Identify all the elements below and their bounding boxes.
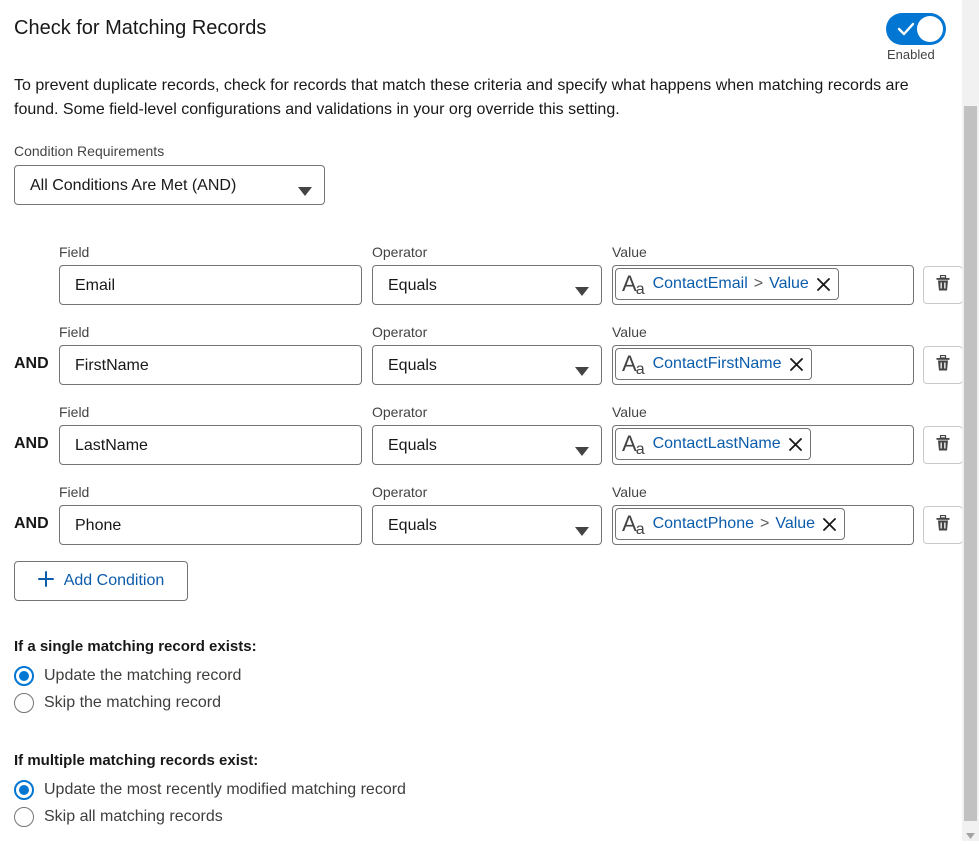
text-type-icon: A a bbox=[622, 511, 645, 538]
value-label: Value bbox=[612, 404, 647, 420]
value-resource-pill[interactable] bbox=[615, 348, 812, 380]
single-match-option-skip[interactable] bbox=[14, 693, 221, 713]
operator-select-value: Equals bbox=[388, 277, 437, 294]
close-icon[interactable] bbox=[823, 518, 836, 531]
description-text: To prevent duplicate records, check for records that match these criteria and specify what happens when matching records are found. Some field-level configurations and validations in your org override this setting. bbox=[14, 77, 909, 118]
field-input-value: LastName bbox=[75, 437, 148, 454]
condition-requirements-select[interactable] bbox=[14, 165, 325, 205]
vertical-scrollbar[interactable] bbox=[962, 0, 979, 841]
trash-icon bbox=[936, 515, 950, 536]
field-input[interactable] bbox=[59, 425, 362, 465]
plus-icon bbox=[38, 571, 54, 592]
value-path-separator: > bbox=[760, 515, 770, 532]
field-input-value: Phone bbox=[75, 517, 122, 534]
radio-button[interactable] bbox=[14, 693, 34, 713]
radio-label: Skip the matching record bbox=[44, 694, 221, 711]
value-path-separator: > bbox=[753, 275, 764, 292]
trash-icon bbox=[936, 275, 950, 296]
value-label: Value bbox=[612, 324, 647, 340]
multiple-match-option-skip[interactable] bbox=[14, 807, 223, 827]
operator-label: Operator bbox=[372, 324, 428, 340]
value-resource-name: ContactFirstName bbox=[652, 355, 782, 372]
multiple-match-option-update[interactable] bbox=[14, 780, 406, 800]
operator-label: Operator bbox=[372, 484, 428, 500]
condition-connector: AND bbox=[14, 515, 49, 532]
multiple-match-title: If multiple matching records exist: bbox=[14, 752, 259, 769]
single-match-option-update[interactable] bbox=[14, 666, 241, 686]
delete-condition-button[interactable] bbox=[923, 426, 963, 464]
trash-icon bbox=[936, 355, 950, 376]
value-resource-subfield: Value bbox=[775, 515, 816, 532]
close-icon[interactable] bbox=[817, 278, 830, 291]
field-label: Field bbox=[59, 484, 90, 500]
field-input-value: FirstName bbox=[75, 357, 149, 374]
checkmark-icon bbox=[896, 19, 916, 44]
add-condition-button[interactable] bbox=[14, 561, 188, 601]
operator-select-value: Equals bbox=[388, 437, 437, 454]
toggle-status-label: Enabled bbox=[887, 47, 935, 62]
operator-label: Operator bbox=[372, 244, 428, 260]
operator-select-value: Equals bbox=[388, 357, 437, 374]
value-resource-pill[interactable] bbox=[615, 508, 845, 540]
delete-condition-button[interactable] bbox=[923, 346, 963, 384]
operator-label: Operator bbox=[372, 404, 428, 420]
field-label: Field bbox=[59, 244, 90, 260]
operator-select-value: Equals bbox=[388, 517, 437, 534]
value-label: Value bbox=[612, 484, 647, 500]
operator-select[interactable] bbox=[372, 345, 602, 385]
radio-button[interactable] bbox=[14, 666, 34, 686]
value-resource-pill[interactable] bbox=[615, 428, 811, 460]
close-icon[interactable] bbox=[790, 358, 803, 371]
value-input[interactable] bbox=[612, 425, 914, 465]
text-type-icon: A a bbox=[622, 431, 645, 458]
delete-condition-button[interactable] bbox=[923, 266, 963, 304]
chevron-down-icon bbox=[575, 283, 589, 301]
radio-label: Update the matching record bbox=[44, 667, 242, 684]
operator-select[interactable] bbox=[372, 425, 602, 465]
close-icon[interactable] bbox=[789, 438, 802, 451]
field-input[interactable] bbox=[59, 265, 362, 305]
text-type-icon: A a bbox=[622, 351, 645, 378]
chevron-down-icon bbox=[575, 523, 589, 541]
operator-select[interactable] bbox=[372, 265, 602, 305]
operator-select[interactable] bbox=[372, 505, 602, 545]
scroll-down-arrow-icon[interactable] bbox=[966, 826, 975, 844]
radio-button[interactable] bbox=[14, 807, 34, 827]
field-input-value: Email bbox=[75, 277, 116, 294]
value-resource-pill[interactable] bbox=[615, 268, 839, 300]
condition-connector: AND bbox=[14, 435, 49, 452]
value-input[interactable] bbox=[612, 345, 914, 385]
field-label: Field bbox=[59, 404, 90, 420]
value-resource-name: ContactLastName bbox=[652, 435, 781, 452]
condition-connector: AND bbox=[14, 355, 49, 372]
single-match-title: If a single matching record exists: bbox=[14, 638, 257, 655]
value-resource-subfield: Value bbox=[769, 275, 809, 292]
condition-requirements-label: Condition Requirements bbox=[14, 143, 165, 159]
field-input[interactable] bbox=[59, 505, 362, 545]
enabled-toggle[interactable] bbox=[886, 13, 946, 45]
chevron-down-icon bbox=[575, 443, 589, 461]
toggle-knob bbox=[917, 16, 943, 42]
chevron-down-icon bbox=[575, 363, 589, 381]
trash-icon bbox=[936, 435, 950, 456]
value-resource-name: ContactEmail bbox=[652, 275, 748, 292]
radio-button[interactable] bbox=[14, 780, 34, 800]
text-type-icon: A a bbox=[622, 271, 645, 298]
add-condition-label: Add Condition bbox=[63, 572, 165, 589]
value-input[interactable] bbox=[612, 265, 914, 305]
value-label: Value bbox=[612, 244, 647, 260]
value-input[interactable] bbox=[612, 505, 914, 545]
page-title: Check for Matching Records bbox=[14, 17, 267, 39]
scrollbar-thumb[interactable] bbox=[964, 106, 977, 821]
condition-requirements-value: All Conditions Are Met (AND) bbox=[30, 177, 237, 194]
radio-label: Skip all matching records bbox=[44, 808, 223, 825]
radio-label: Update the most recently modified matching record bbox=[44, 781, 406, 798]
field-input[interactable] bbox=[59, 345, 362, 385]
chevron-down-icon bbox=[298, 183, 312, 201]
delete-condition-button[interactable] bbox=[923, 506, 963, 544]
value-resource-name: ContactPhone bbox=[652, 515, 754, 532]
field-label: Field bbox=[59, 324, 90, 340]
